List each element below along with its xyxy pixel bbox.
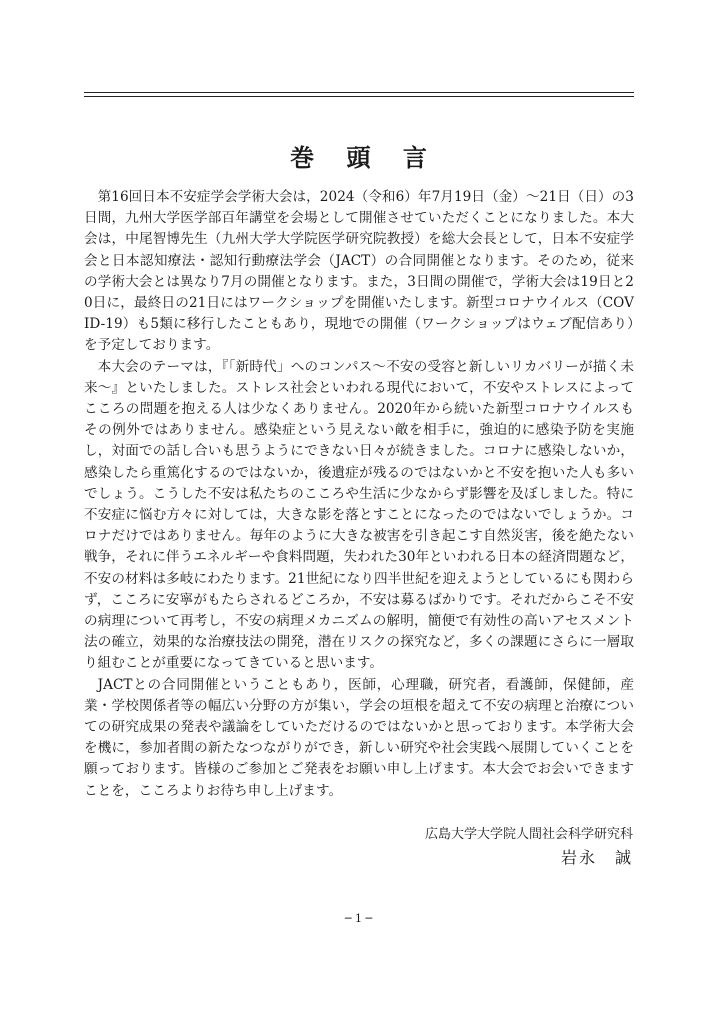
header-rule-thick [84, 92, 634, 93]
page-number: ─ 1 ─ [344, 912, 373, 925]
page-title: 巻 頭 言 [290, 143, 439, 172]
author-affiliation: 広島大学大学院人間社会科学研究科 [424, 827, 633, 842]
author-name: 岩永 誠 [560, 848, 633, 867]
paragraph-3: JACTとの合同開催ということもあり，医師，心理職，研究者，看護師，保健師，産業・学校関係者等の幅広い分野の方が集い，学会の垣根を超えて不安の病理と治療についての研究成果の発表や議論をしていただけるのではないかと思っております。本学術大会を機に，参加者間の新たなつながりができ，新しい研究や社会実践へ展開していくことを願っております。皆様のご参加とご発表をお願い申し上げます。本大会でお会いできますことを，こころよりお待ち申し上げます。 [84, 676, 634, 799]
paragraph-2: 本大会のテーマは，『「新時代」へのコンパス～不安の受容と新しいリカバリーが描く未来～』といたしました。ストレス社会といわれる現代において，不安やストレスによってこころの問題を抱える人は少なくありません。2020年から続いた新型コロナウイルスもその例外ではありません。感染症という見えない敵を相手に，強迫的に感染予防を実施し，対面での話し合いも思うようにできない日々が続きました。コロナに感染しないか，感染したら重篤化するのではないか，後遺症が残るのではないかと不安を抱いた人も多いでしょう。こうした不安は私たちのこころや生活に少なからず影響を及ぼしました。特に不安症に悩む方々に対しては，大きな影を落とすことになったのではないでしょうか。コロナだけではありません。毎年のように大きな被害を引き起こす自然災害，後を絶たない戦争，それに伴うエネルギーや食料問題，失われた30年といわれる日本の経済問題など，不安の材料は多岐にわたります。21世紀になり四半世紀を迎えようとしているにも関わらず，こころに安寧がもたらされるどころか，不安は募るばかりです。それだからこそ不安の病理について再考し，不安の病理メカニズムの解明，簡便で有効性の高いアセスメント法の確立，効果的な治療技法の開発，潜在リスクの探究など，多くの課題にさらに一層取り組むことが重要になってきていると思います。 [84, 358, 634, 672]
body-text [84, 187, 634, 802]
header-rule-thin [84, 96, 634, 97]
paragraph-1: 第16回日本不安症学会学術大会は，2024（令和6）年7月19日（金）～21日（日）の3日間，九州大学医学部百年講堂を会場として開催させていただくことになりました。本大会は，中尾智博先生（九州大学大学院医学研究院教授）を総大会長として，日本不安症学会と日本認知療法・認知行動療法学会（JACT）の合同開催となります。そのため，従来の学術大会とは異なり7月の開催となります。また，3日間の開催で，学術大会は19日と20日に，最終日の21日にはワークショップを開催いたします。新型コロナウイルス（COVID-19）も5類に移行したこともあり，現地での開催（ワークショップはウェブ配信あり）を予定しております。 [84, 189, 634, 354]
